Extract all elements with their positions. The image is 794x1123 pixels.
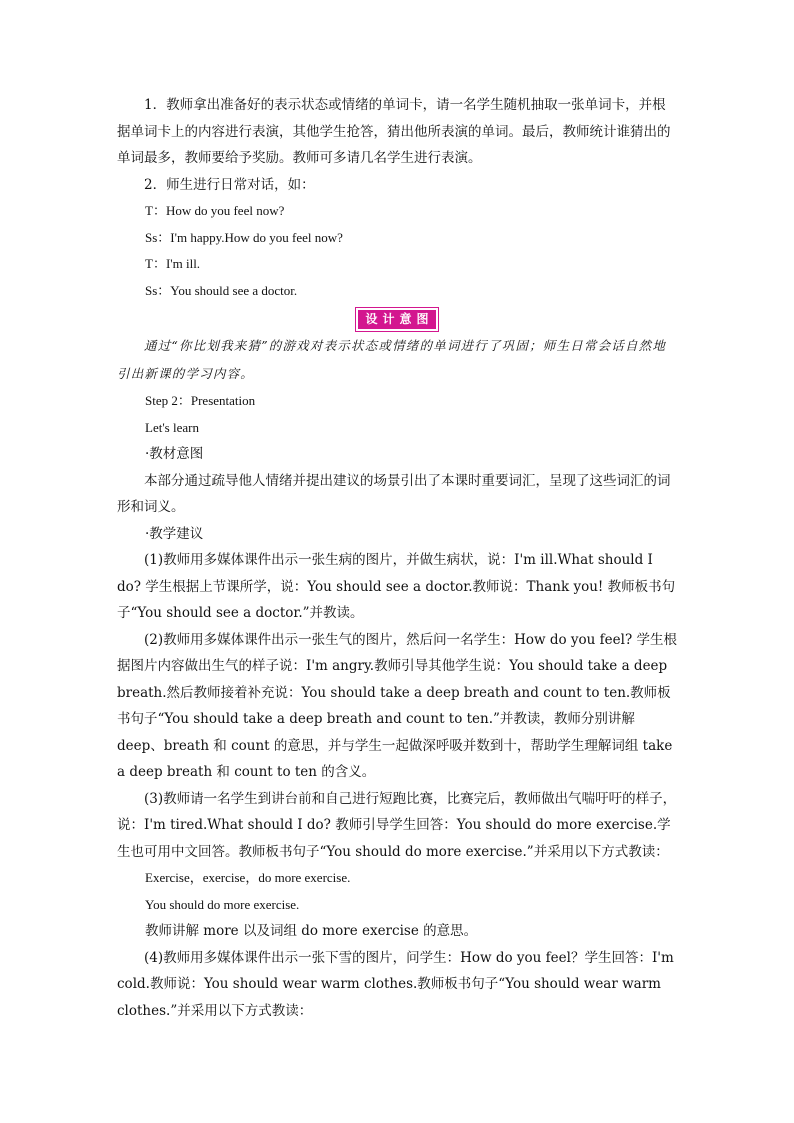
- step-2-heading: Step 2：Presentation: [145, 393, 256, 408]
- suggestion-4: (4)教师用多媒体课件出示一张下雪的图片，问学生：How do you feel？学生回答：I'm cold.教师说：You should wear warm clothes.教师板书句子“You should wear warm clothes.”并采用以下方式教读：: [117, 949, 674, 1019]
- design-intent-badge: 设计意图: [358, 310, 435, 329]
- teaching-suggestion-heading: ·教学建议: [145, 525, 204, 542]
- chant-line-1: Exercise，exercise，do more exercise.: [145, 870, 351, 885]
- dialogue-line-4: Ss：You should see a doctor.: [145, 282, 298, 298]
- document-page: [117, 92, 677, 1024]
- suggestion-3: (3)教师请一名学生到讲台前和自己进行短跑比赛，比赛完后，教师做出气喘吁吁的样子，说：I'm tired.What should I do? 教师引导学生回答：You should do more exercise.学生也可用中文回答。教师板书句子“You should do more exercise.”并采用以下方式教读：: [117, 790, 677, 860]
- explain-more-text: 教师讲解 more 以及词组 do more exercise 的意思。: [145, 923, 478, 939]
- design-intent-text: 通过“你比划我来猜”的游戏对表示状态或情绪的单词进行了巩固；师生日常会话自然地引出新课的学习内容。: [117, 338, 667, 381]
- lets-learn-heading: Let's learn: [145, 419, 199, 435]
- dialogue-line-1: T：How do you feel now?: [145, 203, 285, 218]
- dialogue-line-2: Ss：I'm happy.How do you feel now?: [145, 229, 343, 245]
- suggestion-1: (1)教师用多媒体课件出示一张生病的图片，并做生病状，说：I'm ill.What should I do? 学生根据上节课所学，说：You should see a doctor.教师说：Thank you! 教师板书句子“You should see a doctor.”并教读。: [117, 552, 676, 621]
- dialogue-line-3: T：I'm ill.: [145, 256, 201, 271]
- material-intent-text: 本部分通过疏导他人情绪并提出建议的场景引出了本课时重要词汇，呈现了这些词汇的词形和词义。: [117, 472, 671, 515]
- chant-line-2: You should do more exercise.: [145, 896, 300, 912]
- paragraph-1: 1．教师拿出准备好的表示状态或情绪的单词卡，请一名学生随机抽取一张单词卡，并根据单词卡上的内容进行表演，其他学生抢答，猜出他所表演的单词。最后，教师统计谁猜出的单词最多，教师要给予奖励。教师可多请几名学生进行表演。: [117, 97, 671, 166]
- suggestion-2: (2)教师用多媒体课件出示一张生气的图片，然后问一名学生：How do you feel? 学生根据图片内容做出生气的样子说：I'm angry.教师引导其他学生说：You should take a deep breath.然后教师接着补充说：You should take a deep breath and count to ten.教师板书句子“You should take a deep breath and count to ten.”并教读，教师分别讲解 deep、breath 和 count 的意思，并与学生一起做深呼吸并数到十，帮助学生理解词组 take a deep breath 和 count to ten 的含义。: [117, 631, 677, 780]
- design-intent-badge-wrap: [117, 308, 677, 330]
- paragraph-2: 2．师生进行日常对话，如：: [144, 176, 315, 193]
- material-intent-heading: ·教材意图: [145, 446, 204, 462]
